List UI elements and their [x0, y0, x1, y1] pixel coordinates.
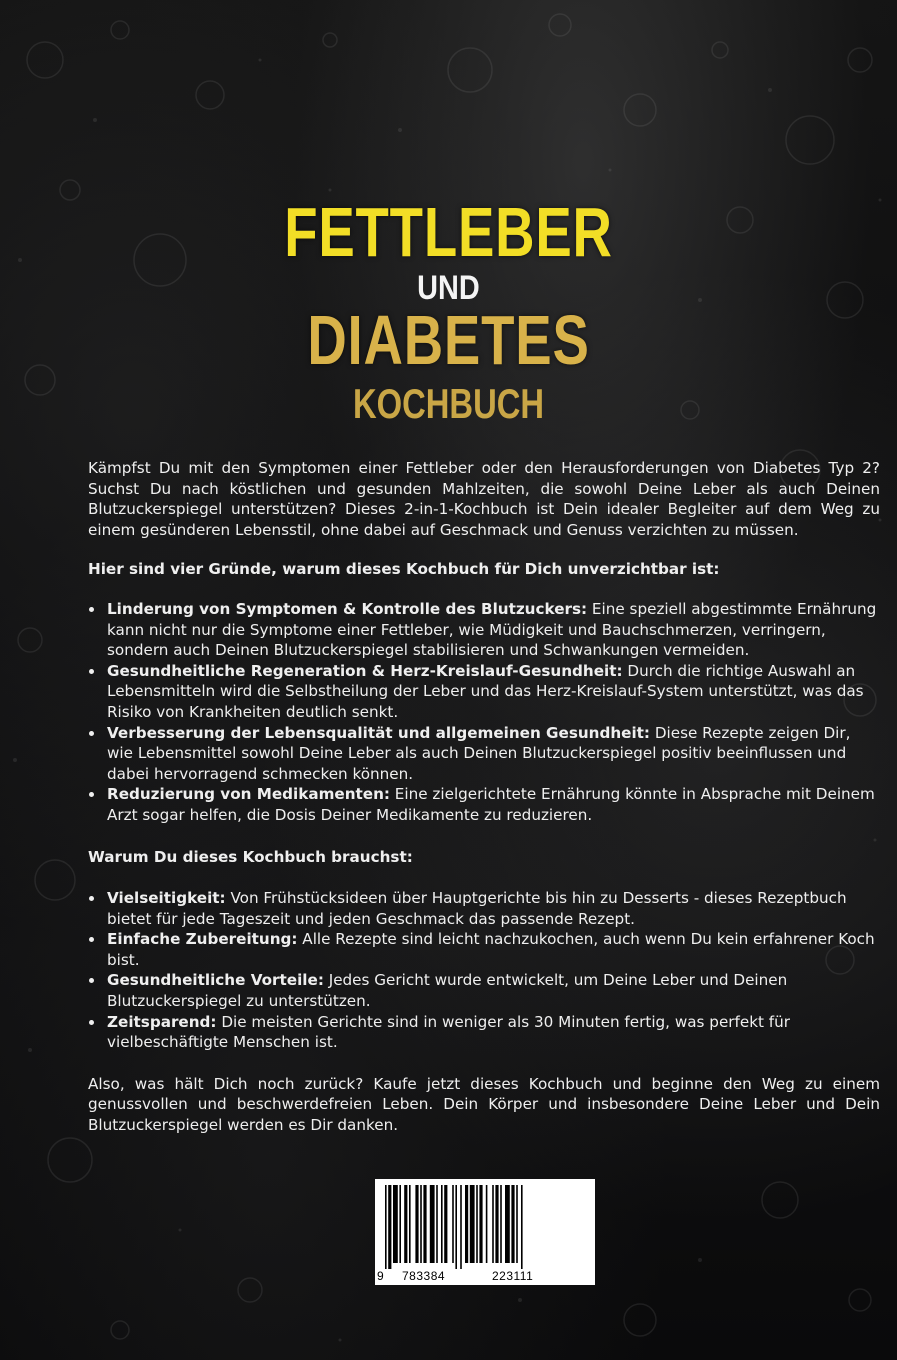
list-item: Gesundheitliche Vorteile: Jedes Gericht wurde entwickelt, um Deine Leber und Deinen Blutzuckerspiegel zu unterstützen. — [88, 970, 880, 1011]
why-heading: Warum Du dieses Kochbuch brauchst: — [88, 847, 413, 866]
barcode-bar — [460, 1185, 462, 1269]
list-item: Reduzierung von Medikamenten: Eine zielgerichtete Ernährung könnte in Absprache mit Deinem Arzt sogar helfen, die Dosis Deiner Medikamente zu reduzieren. — [88, 784, 880, 825]
barcode-bar — [420, 1185, 422, 1263]
barcode-digit-first: 9 — [377, 1269, 385, 1283]
barcode-bar — [486, 1185, 488, 1263]
title-fettleber: FETTLEBER — [284, 193, 613, 271]
reasons-heading: Hier sind vier Gründe, warum dieses Kochbuch für Dich unverzichtbar ist: — [88, 560, 720, 579]
why-list — [88, 888, 880, 1053]
barcode-bar — [441, 1185, 443, 1263]
barcode-group-left: 783384 — [402, 1269, 446, 1283]
barcode-bar — [470, 1185, 475, 1263]
barcode-bar — [505, 1185, 510, 1263]
list-item: Vielseitigkeit: Von Frühstücksideen über Hauptgerichte bis hin zu Desserts - dieses Rezeptbuch bietet für jede Tageszeit und jeden Geschmack das passende Rezept. — [88, 888, 880, 929]
list-item: Zeitsparend: Die meisten Gerichte sind in weniger als 30 Minuten fertig, was perfekt für vielbeschäftigte Menschen ist. — [88, 1012, 880, 1053]
barcode-bar — [452, 1185, 454, 1263]
barcode-bar — [388, 1185, 391, 1269]
barcode-bar — [479, 1185, 482, 1263]
barcode-group-right: 223111 — [492, 1269, 534, 1283]
isbn-barcode — [375, 1179, 595, 1285]
book-title — [0, 192, 897, 426]
barcode-bar — [393, 1185, 398, 1263]
barcode-bar — [423, 1185, 426, 1263]
barcode-bar — [430, 1185, 435, 1263]
barcode-bar — [399, 1185, 401, 1263]
closing-paragraph: Also, was hält Dich noch zurück? Kaufe jetzt dieses Kochbuch und beginne den Weg zu einem genussvollen und beschwerdefreien Leben. Dein Körper und insbesondere Deine Leber und Dein Blutzuckerspiegel werden es Dir danken. — [88, 1074, 880, 1135]
list-item: Einfache Zubereitung: Alle Rezepte sind leicht nachzukochen, auch wenn Du kein erfahrener Koch bist. — [88, 929, 880, 970]
list-item: Verbesserung der Lebensqualität und allgemeinen Gesundheit: Diese Rezepte zeigen Dir, wie Lebensmittel sowohl Deine Leber als auch Deinen Blutzuckerspiegel positiv beeinflussen und dabei hervorragend schmecken können. — [88, 723, 880, 785]
barcode-bar — [492, 1185, 494, 1263]
barcode-bar — [500, 1185, 502, 1263]
title-diabetes: DIABETES — [307, 301, 590, 379]
barcode-bar — [415, 1185, 418, 1263]
barcode-bar — [436, 1185, 438, 1263]
barcode-bar — [385, 1185, 387, 1269]
title-kochbuch: KOCHBUCH — [352, 380, 545, 427]
barcode-bar — [495, 1185, 498, 1263]
list-item: Linderung von Symptomen & Kontrolle des Blutzuckers: Eine speziell abgestimmte Ernährung kann nicht nur die Symptome einer Fettleber, wie Müdigkeit und Bauchschmerzen, verringern, sondern auch Deinen Blutzuckerspiegel stabilisieren und Schwankungen vermeiden. — [88, 599, 880, 661]
barcode-digits — [375, 1269, 595, 1283]
reasons-list — [88, 599, 880, 826]
barcode-bar — [444, 1185, 447, 1263]
barcode-bar — [511, 1185, 514, 1263]
barcode-bar — [521, 1185, 523, 1269]
blurb — [88, 458, 880, 1136]
barcode-bar — [404, 1185, 407, 1263]
barcode-bar — [409, 1185, 411, 1263]
barcode-bar — [516, 1185, 518, 1263]
title-und: UND — [417, 269, 480, 307]
barcode-bar — [476, 1185, 478, 1263]
intro-paragraph: Kämpfst Du mit den Symptomen einer Fettleber oder den Herausforderungen von Diabetes Typ 2? Suchst Du nach köstlichen und gesunden Mahlzeiten, die sowohl Deine Leber als auch Deinen Blutzuckerspiegel unterstützen? Dieses 2-in-1-Kochbuch ist Dein idealer Begleiter auf dem Weg zu einem gesünderen Lebensstil, ohne dabei auf Geschmack und Genuss verzichten zu müssen. — [88, 459, 880, 539]
barcode-bars — [375, 1179, 595, 1271]
barcode-bar — [465, 1185, 468, 1263]
barcode-bar — [455, 1185, 457, 1269]
list-item: Gesundheitliche Regeneration & Herz-Kreislauf-Gesundheit: Durch die richtige Auswahl an Lebensmitteln wird die Selbstheilung der Leber und das Herz-Kreislauf-System unterstützt, was das Risiko von Krankheiten deutlich senkt. — [88, 661, 880, 723]
